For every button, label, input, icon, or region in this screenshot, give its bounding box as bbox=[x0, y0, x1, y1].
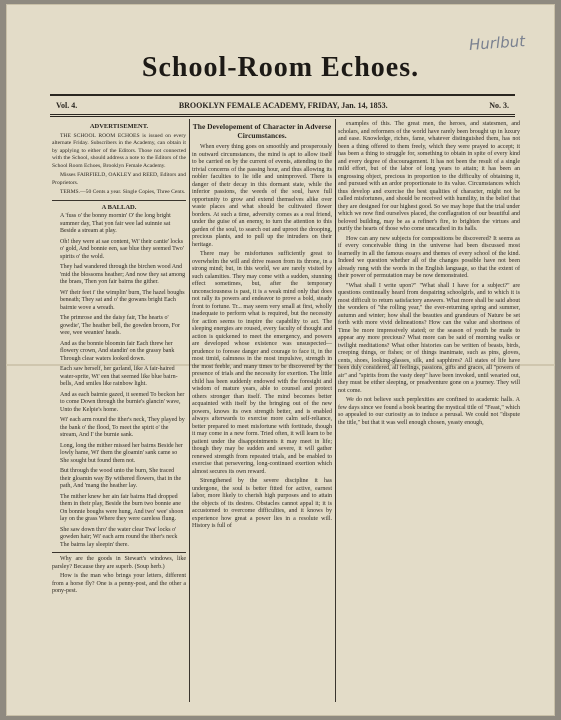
volume-number: Vol. 4. bbox=[56, 101, 78, 110]
newspaper-page bbox=[6, 4, 555, 716]
issue-date: BROOKLYN FEMALE ACADEMY, FRIDAY, Jan. 14, 1853. bbox=[178, 101, 388, 110]
masthead: School-Room Echoes. bbox=[141, 52, 420, 83]
riddle: Why are the goods in Stewart's windows, like parsley? Because they are superb. (Soup herb.) bbox=[52, 556, 186, 570]
ballad-stanza: But through the wood unto the burn, She traced their gloamin way By withered flowers, that in the path, And 'mang the heather lay. bbox=[60, 468, 182, 489]
ballad-stanza: And as each bairnie gazed, it seemed To beckon her to come Down through the burnie's glancin' wave, Unto the Kelpie's home. bbox=[60, 391, 185, 413]
ballad-stanza: Oh! they were at sae content, Wi' their cantie' locks o' gold, And bonnie een, sae blue they seemed Two' spirits o' the wold. bbox=[60, 238, 184, 260]
advertisement-editors: Misses FAIRFIELD, OAKLEY and REED, Editors and Proprietors. bbox=[52, 172, 186, 186]
ballad-heading: A BALLAD. bbox=[101, 203, 137, 211]
ballad-stanza: They had wandered through the birchen wood And 'mid the blossoms heather; And now they sat among the braes, Then yon fair bairns the gither. bbox=[60, 264, 186, 285]
column-divider bbox=[189, 119, 190, 702]
article-paragraph: We do not believe such perplexities are confined to academic halls. A few days since we found a book bearing the mystical title of "Feast," which so appealed to our curiosity as to induce a perusal. We could not "dispute the title," but that it was well enough chosen, yeasty enough, bbox=[338, 397, 520, 426]
ballad-stanzas bbox=[52, 213, 186, 549]
section-divider bbox=[52, 200, 186, 201]
advertisement-terms: TERMS.—50 Cents a year. Single Copies, Three Cents. bbox=[60, 189, 186, 195]
handwritten-signature: Hurlbut bbox=[468, 32, 526, 54]
section-divider bbox=[52, 552, 186, 553]
article-paragraph: How can any new subjects for compositions be discovered? It seems as if every conceivable thing in the universe had been discussed most learnedly in all the famous essays and themes of every school of the kind. Indeed we question whether all of the changes possible have not been already rung with the words in the English language, so that the extent of their power of permutation may be now demonstrated. bbox=[338, 235, 520, 279]
ballad-stanza: She saw down thro' the water clear Twa' locks o' gowden hair; Wi' each arm round the ither's neck The bairns lay sleepin' there. bbox=[60, 526, 178, 548]
ballad-stanza: And as the bonnie bloomin fair Each threw her flowery crown, And standin' on the grassy bank Through clear waters looked down. bbox=[60, 340, 175, 362]
ballad-stanza: The primrose and the daisy fair, The hearts o' gowdie', The heather bell, the gowden broom, For wee, wee weanies' heads. bbox=[60, 315, 180, 336]
article-paragraph: When every thing goes on smoothly and prosperously in outward circumstances, the mind is apt to allow itself to be carried on by the current of events, attending to the trivial concerns of the passing hour, and thus allowing its nobler faculties to lie idle and unimproved. There is danger of their decay in this dormant state, while the inferior passions, the weeds of the soul, have full opportunity to grow and extend themselves alike over waste places and what should be cultivated flower borders. At such a time, adversity comes as a real friend, under the guise of an enemy, to turn the attention to this garden of the soul, to search out and uproot the drooping, precious plants, and to pull up the intruders on their heritage. bbox=[192, 144, 332, 248]
column-2 bbox=[192, 121, 332, 533]
advertisement-heading: ADVERTISEMENT. bbox=[89, 123, 149, 130]
article-paragraph: There may be misfortunes sufficiently great to overwhelm the will and drive reason from its throne, in a strong mind; but, in this world, we are rarely visited by such calamities. They may come with a sudden, stunning effect sometimes, but, after the temporary unconsciousness is past, it is a weak mind only that does not rally its powers and endeavor to prove a bold, steady front to fortune. Tr... may seem very small at first, wholly inadequate to perform what is required, but the necessity for action seems to inspire the capability to act. The sleeping energies are roused, every faculty of thought and action is quickened to meet the emergency, and powers are developed whose existence was unsuspected—prudence to foresee danger and courage to face it, in the most timid, calmness in the most impulsive, strength in the most feeble, and many times to be discovered by the presence of trials and the necessity for exertion. The little child has been suddenly endowed with the foresight and wisdom of mature years, able to counsel and protect others stronger than itself. The mind becomes better acquainted with itself by the bringing out of the new powers, knows its own strength better, and is enabled always afterwards to exercise more calm self-reliance, better prepared to meet misfortune with fortitude, though it may come in a new form. Tried often, it will learn to be patient under the disappointments it may meet in life; though they may be sudden and severe, it will gather renewed strength from repeated trials, and be enabled to exercise that persevering, long-continued exertion which almost secures its own reward. bbox=[192, 251, 332, 475]
ballad-stanza: A 'fuss o' the bonny mornin' O' the long bright summer day, That yon fair wee lad suinnie sat Beside a stream at play. bbox=[60, 213, 171, 234]
dateline bbox=[56, 101, 509, 110]
issue-number: No. 3. bbox=[489, 101, 509, 110]
dateline-rule bbox=[50, 114, 515, 117]
ballad-stanza: Each saw herself, her garland, like A fair-haired water-sprite, Wi' een that seemed like blue bairn-bells, And smiles like rainbow light. bbox=[60, 366, 178, 387]
advertisement-body: THE SCHOOL ROOM ECHOES is issued on every alternate Friday. Subscribers in the Academy, can obtain it by applying to either of the Editors. Those not connected with the School, should address a note to the Editors of the School Room Echoes, Brooklyn Female Academy. bbox=[52, 132, 186, 169]
column-1 bbox=[52, 121, 186, 598]
ballad-stanza: Wi' their feet i' the wimplin' burn, The hazel boughs beneath; They sat and o' the gowans bright Each bairnie wove a wreath. bbox=[60, 289, 185, 311]
article-paragraph: "What shall I write upon?" "What shall I have for a subject?" are questions continually heard from despairing schoolgirls, and to which it is most difficult to return satisfactory answers. What more shall be said about the wonders of "the rolling year," the ever-returning spring and summer, autumn and winter; how shall the beauties and grandeurs of Nature be set forth with more vivid delineations? How can the value and shortness of Time be more impressively stated; or the season of youth be made to appear any more precious? What more can be said of morning walks or twilight meditations? What other histories can be written of beasts, birds, creeping things, or fishes; or of things inanimate, such as pins, gloves, cents, shoes, looking-glasses, silk, and sapphires? All states of life have been duly considered, all feelings, passions, gifts and graces, all "powers of air" and "spirits from the vasty deep" have been invoked, until wearied out, they must be either sleeping, or preadventure gone on a journey. They will not come. bbox=[338, 282, 520, 394]
masthead-rule bbox=[50, 94, 515, 96]
riddle: How is the man who brings your letters, different from a horse fly? One is a penny-post, and the other a pony-pest. bbox=[52, 573, 186, 594]
ballad-stanza: Long, long the mither missed her bairns Beside her lowly hame, Wi' them the gloamin' sank came so She sought but found them not. bbox=[60, 442, 183, 464]
column-3 bbox=[338, 121, 520, 429]
article-paragraph: examples of this. The great men, the heroes, and statesmen, and scholars, and reformers of the world have rarely been brought up in luxury and ease. Knowledge, riches, fame, whatever distinguished them, has not been a thing offered to them freely, which they were prayed to accept; it has been a thing to struggle for, something to obtain in spite of every kind and every degree of discouragement. It has not been the result of a single mild effort, but of the labor of long years to attain; it has been an engrossing object, precious in proportion to the difficulty of obtaining it, and pursued with an ardor proportionate to its value. Circumstances which thus develop and exercise the best qualities of character, might not be called misfortunes, and should be received with humility, in the belief that they are designed for our highest good. So we may hope that the trial under which we now find ourselves placed, the conflagration of our beautiful and beloved building, may be as a refiner's fire, to brighten the virtues and purify the hearts of those who come unscathed in its halls. bbox=[338, 121, 520, 232]
article-title: The Developement of Character in Adverse Circumstances. bbox=[192, 122, 332, 140]
ballad-stanza: The mither knew her ain fair bairns Had dropped them in their play, Beside the burn two bonnie ane On bonnie boughs were hung, And two' wee' shoon lay on the grass Where they were careless flung. bbox=[60, 493, 184, 522]
article-paragraph: Strengthened by the severe discipline it has undergone, the soul is better fitted for active, earnest labor, more likely to cherish high purposes and to attain the objects of its desires. Obstacles cannot appal it; it is accustomed to overcome difficulties, and it knows by experience how great a power lies in a resolute will. History is full of bbox=[192, 478, 332, 529]
column-divider bbox=[335, 119, 336, 702]
ballad-stanza: Wi' each arm round the ither's neck, They played by the bank o' the flood, To meet the spirit o' the stream, And I' the burnie sank. bbox=[60, 417, 185, 438]
